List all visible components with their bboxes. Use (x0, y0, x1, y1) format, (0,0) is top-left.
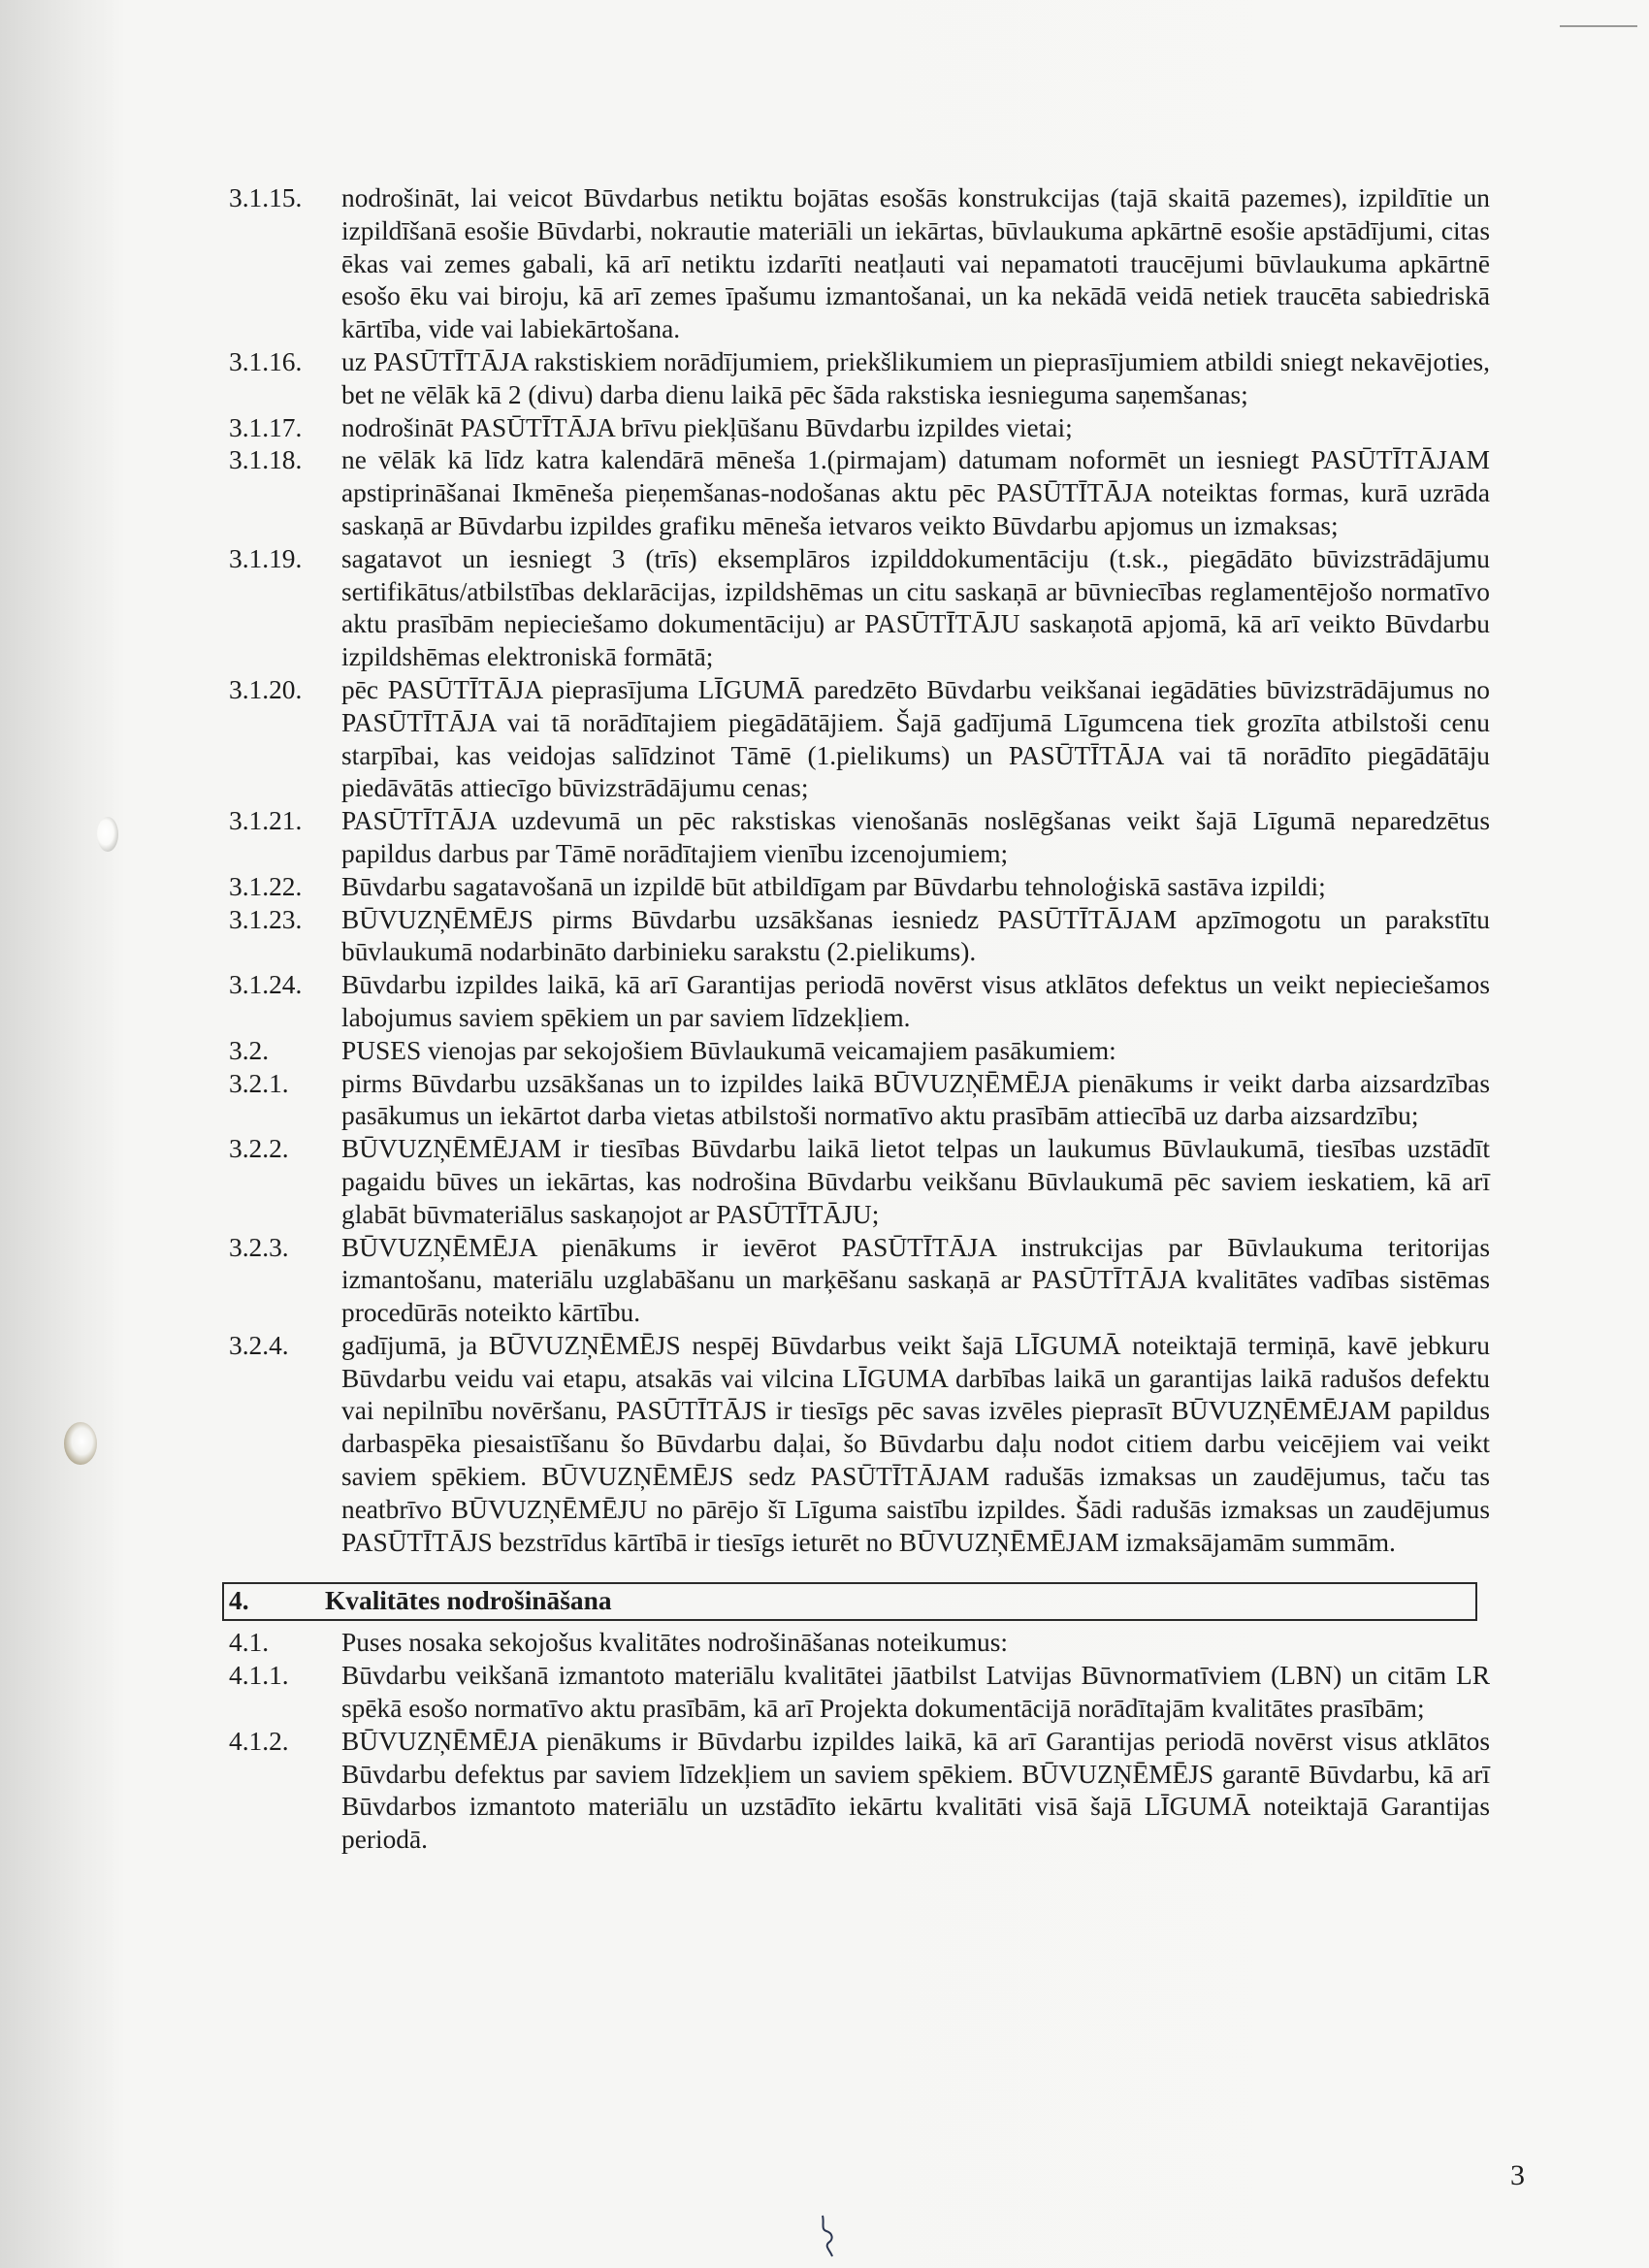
clause-number: 3.2. (229, 1035, 270, 1065)
clause-text: gadījumā, ja BŪVUZŅĒMĒJS nespēj Būvdarbus veikt šajā LĪGUMĀ noteiktajā termiņā, kavē jebkuru Būvdarbu veidu vai etapu, atsakās vai vilcina LĪGUMA darbības laikā un garantijas laikā radušos defektu vai nepilnību novēršanu, PASŪTĪTĀJS ir tiesīgs pēc savas izvēles pieprasīt BŪVUZŅĒMĒJAM papildus darbaspēka piesaistīšanu šo Būvdarbu daļai, šo Būvdarbu daļu nodot citiem darbu veicējiem vai veikt saviem spēkiem. BŪVUZŅĒMĒJS sedz PASŪTĪTĀJAM radušās izmaksas un zaudējumus, taču tas neatbrīvo BŪVUZŅĒMĒJU no pārējo šī Līguma saistību izpildes. Šādi radušās izmaksas un zaudējumus PASŪTĪTĀJS bezstrīdus kārtībā ir tiesīgs ieturēt no BŪVUZŅĒMĒJAM izmaksājamām summām. (341, 1330, 1490, 1557)
punch-hole (64, 1422, 97, 1465)
clause-number: 3.2.3. (229, 1232, 289, 1262)
clause (229, 871, 1490, 904)
clause-number: 3.1.22. (229, 871, 303, 901)
clause (229, 1726, 1490, 1857)
clause (229, 805, 1490, 871)
clause (229, 1330, 1490, 1560)
clause (229, 543, 1490, 674)
clause-number: 3.1.20. (229, 674, 303, 704)
clauses-section-3 (229, 182, 1490, 1559)
section-title: Kvalitātes nodrošināšana (325, 1586, 612, 1616)
clause-text: BŪVUZŅĒMĒJA pienākums ir ievērot PASŪTĪTĀJA instrukcijas par Būvlaukuma teritorijas izmantošanu, materiālu uzglabāšanu un marķēšanu saskaņā ar PASŪTĪTĀJA kvalitātes vadības sistēmas procedūrās noteikto kārtību. (341, 1232, 1490, 1328)
clause-number: 3.1.16. (229, 346, 303, 376)
document-body (229, 182, 1490, 1857)
clause-number: 3.1.21. (229, 806, 303, 836)
clause-text: pirms Būvdarbu uzsākšanas un to izpildes laikā BŪVUZŅĒMĒJA pienākums ir veikt darba aizsardzības pasākumus un iekārtot darba vietas atbilstoši normatīvo aktu prasībām attiecībā uz darba aizsardzību; (341, 1068, 1490, 1131)
clause-text: nodrošināt, lai veicot Būvdarbus netiktu bojātas esošās konstrukcijas (tajā skaitā pazemes), izpildītie un izpildīšanā esošie Būvdarbi, nokrautie materiāli un iekārtas, būvlaukuma apkārtnē esošie apstādījumi, citas ēkas vai zemes gabali, kā arī netiktu izdarīti neatļauti vai nepamatoti traucējumi būvlaukuma apkārtnē esošo ēku vai biroju, kā arī zemes īpašumu izmantošanai, un ka nekādā veidā netiek traucēta sabiedriskā kārtība, vide vai labiekārtošana. (341, 183, 1490, 344)
clause (229, 674, 1490, 805)
clause-text: ne vēlāk kā līdz katra kalendārā mēneša 1.(pirmajam) datumam noformēt un iesniegt PASŪTĪTĀJAM apstiprināšanai Ikmēneša pieņemšanas-nodošanas aktu pēc PASŪTĪTĀJA noteiktas formas, kurā uzrāda saskaņā ar Būvdarbu izpildes grafiku mēneša ietvaros veikto Būvdarbu apjomus un izmaksas; (341, 445, 1490, 540)
section-number: 4. (229, 1586, 249, 1616)
clause-number: 4.1.2. (229, 1726, 289, 1756)
clause-number: 3.1.17. (229, 412, 303, 442)
clause (229, 904, 1490, 970)
clause-text: BŪVUZŅĒMĒJAM ir tiesības Būvdarbu laikā lietot telpas un laukumus Būvlaukumā, tiesības uzstādīt pagaidu būves un iekārtas, kas nodrošina Būvdarbu veikšanu Būvlaukumā pēc saviem ieskatiem, kā arī glabāt būvmateriālus saskaņojot ar PASŪTĪTĀJU; (341, 1134, 1490, 1229)
handwritten-initial-icon (815, 2212, 844, 2260)
clause (229, 1068, 1490, 1134)
clause (229, 1660, 1490, 1726)
clause-text: Būvdarbu sagatavošanā un izpildē būt atbildīgam par Būvdarbu tehnoloģiskā sastāva izpildi; (341, 871, 1326, 901)
clause-number: 3.1.24. (229, 970, 303, 1000)
clause (229, 969, 1490, 1035)
clause-number: 3.1.19. (229, 543, 303, 573)
clause-number: 3.2.2. (229, 1134, 289, 1164)
clause-text: Būvdarbu izpildes laikā, kā arī Garantijas periodā novērst visus atklātos defektus un veikt nepieciešamos labojumus saviem spēkiem un par saviem līdzekļiem. (341, 970, 1490, 1032)
clause (229, 1035, 1490, 1068)
clause (229, 1627, 1490, 1660)
punch-hole (97, 817, 118, 852)
clause-number: 3.1.15. (229, 183, 303, 212)
clause-text: uz PASŪTĪTĀJA rakstiskiem norādījumiem, priekšlikumiem un pieprasījumiem atbildi sniegt nekavējoties, bet ne vēlāk kā 2 (divu) darba dienu laikā pēc šāda rakstiska iesnieguma saņemšanas; (341, 346, 1490, 409)
clause-number: 3.2.1. (229, 1068, 289, 1098)
clause-number: 4.1. (229, 1628, 270, 1658)
clause-text: pēc PASŪTĪTĀJA pieprasījuma LĪGUMĀ paredzēto Būvdarbu veikšanai iegādāties būvizstrādājumus no PASŪTĪTĀJA vai tā norādītajiem piegādātājiem. Šajā gadījumā Līgumcena tiek grozīta atbilstoši cenu starpībai, kas veidojas salīdzinot Tāmē (1.pielikums) un PASŪTĪTĀJA vai tā norādīto piegādātāju piedāvātās attiecīgo būvizstrādājumu cenas; (341, 674, 1490, 803)
clause (229, 182, 1490, 346)
clause (229, 1133, 1490, 1231)
clause-number: 3.1.23. (229, 904, 303, 934)
clause-text: PUSES vienojas par sekojošiem Būvlaukumā veicamajiem pasākumiem: (341, 1035, 1116, 1065)
clause-text: BŪVUZŅĒMĒJS pirms Būvdarbu uzsākšanas iesniedz PASŪTĪTĀJAM apzīmogotu un parakstītu būvlaukumā nodarbināto darbinieku sarakstu (2.pielikums). (341, 904, 1490, 967)
clause-number: 4.1.1. (229, 1661, 289, 1691)
clause-number: 3.2.4. (229, 1330, 289, 1360)
clause (229, 412, 1490, 445)
clause (229, 346, 1490, 412)
clause-number: 3.1.18. (229, 445, 303, 475)
clause-text: sagatavot un iesniegt 3 (trīs) eksemplāros izpilddokumentāciju (t.sk., piegādāto būvizstrādājumu sertifikātus/atbilstības deklarācijas, izpildshēmas un citu saskaņā ar būvniecības reglamentējošo normatīvo aktu prasībām nepieciešamo dokumentāciju) ar PASŪTĪTĀJU saskaņotā apjomā, kā arī veikto Būvdarbu izpildshēmas elektroniskā formātā; (341, 543, 1490, 672)
section-heading-box (222, 1582, 1477, 1621)
page-number: 3 (1510, 2159, 1525, 2191)
clauses-section-4 (229, 1627, 1490, 1857)
scan-edge-shadow (0, 0, 126, 2268)
clause-text: BŪVUZŅĒMĒJA pienākums ir Būvdarbu izpildes laikā, kā arī Garantijas periodā novērst visus atklātos Būvdarbu defektus par saviem līdzekļiem un saviem spēkiem. BŪVUZŅĒMĒJS garantē Būvdarbu, kā arī Būvdarbos izmantoto materiālu un uzstādīto iekārtu kvalitāti visā šajā LĪGUMĀ noteiktajā Garantijas periodā. (341, 1726, 1490, 1855)
clause-text: PASŪTĪTĀJA uzdevumā un pēc rakstiskas vienošanās noslēgšanas veikt šajā Līgumā neparedzētus papildus darbus par Tāmē norādītajiem vienību izcenojumiem; (341, 806, 1490, 868)
clause (229, 444, 1490, 542)
clause-text: Būvdarbu veikšanā izmantoto materiālu kvalitātei jāatbilst Latvijas Būvnormatīviem (LBN) un citām LR spēkā esošo normatīvo aktu prasībām, kā arī Projekta dokumentācijā norādītajām kvalitātes prasībām; (341, 1661, 1490, 1724)
clause-text: Puses nosaka sekojošus kvalitātes nodrošināšanas noteikumus: (341, 1628, 1008, 1658)
scan-mark (1560, 25, 1637, 27)
clause (229, 1232, 1490, 1330)
clause-text: nodrošināt PASŪTĪTĀJA brīvu piekļūšanu Būvdarbu izpildes vietai; (341, 412, 1073, 442)
